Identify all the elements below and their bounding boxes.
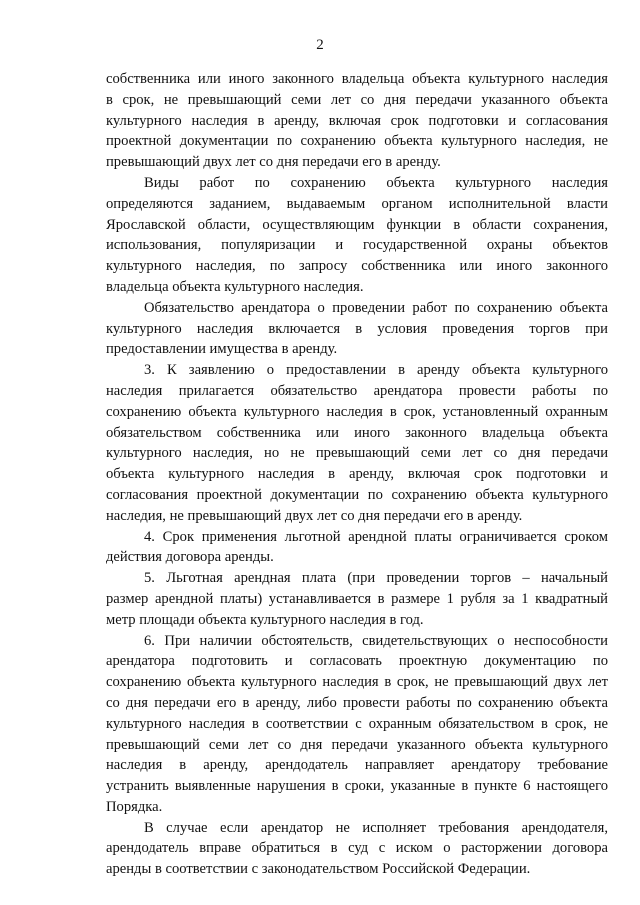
text-line: культурного наследия в аренду, включая срок подготовки и согласования — [106, 112, 608, 129]
text-line: В случае если арендатор не исполняет требования арендодателя, — [144, 819, 608, 836]
text-line: 5. Льготная арендная плата (при проведении торгов – начальный — [144, 570, 608, 587]
text-line: превышающий семи лет со дня передачи указанного объекта культурного — [106, 736, 608, 753]
text-line: 4. Срок применения льготной арендной платы ограничивается сроком — [144, 528, 608, 545]
text-line: в срок, не превышающий семи лет со дня передачи указанного объекта — [106, 91, 608, 108]
text-line: 3. К заявлению о предоставлении в аренду объекта культурного — [144, 362, 608, 379]
text-line: культурного наследия, но не превышающий семи лет со дня передачи — [106, 445, 608, 462]
text-line: Виды работ по сохранению объекта культурного наследия — [144, 174, 608, 191]
text-line: культурного наследия, по запросу собственника или иного законного — [106, 258, 608, 275]
text-line: размер арендной платы) устанавливается в размере 1 рубля за 1 квадратный — [106, 590, 608, 607]
text-line: предоставлении имущества в аренду. — [106, 341, 338, 358]
text-line: Обязательство арендатора о проведении работ по сохранению объекта — [144, 299, 608, 316]
text-line: собственника или иного законного владельца объекта культурного наследия — [106, 71, 608, 87]
text-line: превышающий двух лет со дня передачи его в аренду. — [106, 154, 441, 171]
text-line: Ярославской области, осуществляющим функции в области сохранения, — [106, 216, 608, 233]
text-line: сохранению объекта культурного наследия в срок, не превышающий двух лет — [106, 674, 608, 691]
text-line: действия договора аренды. — [106, 549, 274, 566]
text-line: объекта культурного наследия в аренду, включая срок подготовки и — [106, 466, 608, 483]
text-line: арендодатель вправе обратиться в суд с иском о расторжении договора — [106, 840, 608, 857]
text-line: наследия в аренду, арендодатель направляет арендатору требование — [106, 757, 608, 774]
text-line: культурного наследия в соответствии с охранным обязательством в срок, не — [106, 715, 608, 732]
text-line: культурного наследия включается в условия проведения торгов при — [106, 320, 608, 337]
text-line: со дня передачи его в аренду, либо провести работы по сохранению объекта — [106, 694, 608, 711]
page-number: 2 — [316, 37, 324, 53]
text-line: согласования проектной документации по сохранению объекта культурного — [106, 486, 608, 503]
text-line: владельца объекта культурного наследия. — [106, 278, 364, 295]
text-line: использования, популяризации и государственной охраны объектов — [106, 237, 608, 254]
text-line: арендатора подготовить и согласовать проектную документацию по — [106, 653, 608, 670]
text-line: определяются заданием, выдаваемым органом исполнительной власти — [106, 195, 608, 212]
text-line: проектной документации по сохранению объекта культурного наследия, не — [106, 133, 608, 150]
text-line: устранить выявленные нарушения в сроки, указанные в пункте 6 настоящего — [106, 778, 608, 795]
text-line: аренды в соответствии с законодательством Российской Федерации. — [106, 861, 531, 878]
text-line: сохранению объекта культурного наследия в срок, установленный охранным — [106, 403, 608, 420]
text-line: обязательством собственника или иного законного владельца объекта — [106, 424, 608, 441]
text-line: наследия прилагается обязательство арендатора провести работы по — [106, 382, 608, 399]
text-line: наследия, не превышающий двух лет со дня передачи его в аренду. — [106, 507, 523, 524]
text-line: метр площади объекта культурного наследия в год. — [106, 611, 424, 628]
document-body — [106, 69, 608, 880]
text-line: Порядка. — [106, 798, 163, 815]
text-line: 6. При наличии обстоятельств, свидетельствующих о неспособности — [144, 632, 608, 649]
